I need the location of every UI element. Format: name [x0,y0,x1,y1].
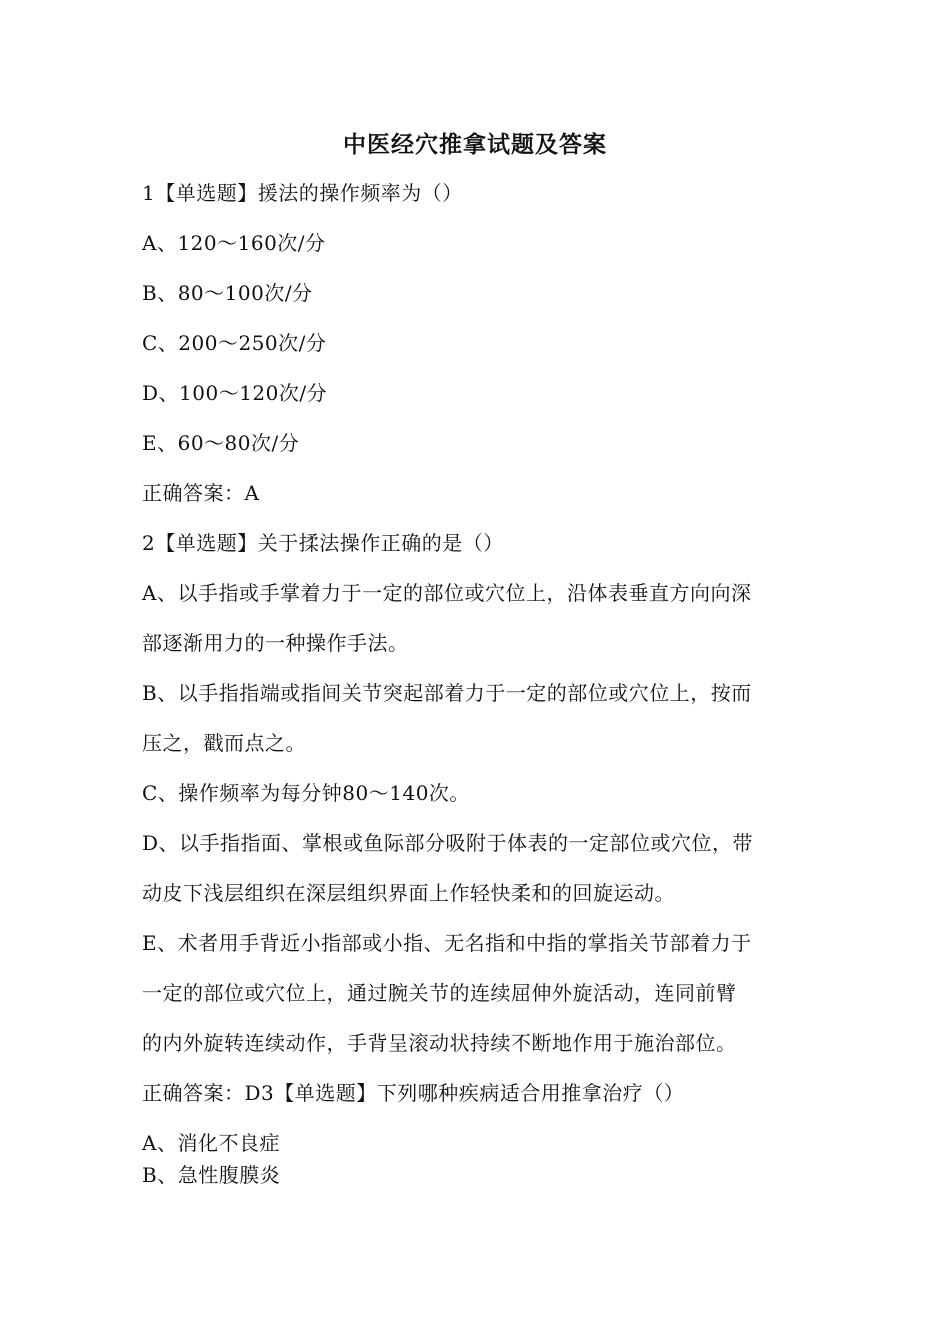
question-2-option-a-line-1: A、以手指或手掌着力于一定的部位或穴位上，沿体表垂直方向向深 [142,581,752,605]
question-1-stem: 1【单选题】援法的操作频率为（） [142,181,463,205]
question-2-option-b-line-1: B、以手指指端或指间关节突起部着力于一定的部位或穴位上，按而 [142,681,752,705]
question-2-option-d-line-2: 动皮下浅层组织在深层组织界面上作轻快柔和的回旋运动。 [142,881,675,905]
question-1-option-c: C、200〜250次/分 [142,331,327,355]
question-2-option-e-line-2: 一定的部位或穴位上，通过腕关节的连续屈伸外旋活动，连同前臂 [142,981,737,1005]
question-1-option-a: A、120〜160次/分 [142,231,326,255]
document-title: 中医经穴推拿试题及答案 [343,132,607,158]
question-2-option-b-line-2: 压之，戳而点之。 [142,731,306,755]
question-2-option-e-line-1: E、术者用手背近小指部或小指、无名指和中指的掌指关节部着力于 [142,931,752,955]
question-1-option-e: E、60〜80次/分 [142,431,300,455]
question-2-option-a-line-2: 部逐渐用力的一种操作手法。 [142,631,409,655]
question-3-option-b: B、急性腹膜炎 [142,1163,281,1187]
question-2-stem: 2【单选题】关于揉法操作正确的是（） [142,531,504,555]
question-1-option-d: D、100〜120次/分 [142,381,328,405]
question-1-option-b: B、80〜100次/分 [142,281,313,305]
question-3-option-a: A、消化不良症 [142,1131,280,1155]
question-2-option-c: C、操作频率为每分钟80〜140次。 [142,781,470,805]
question-2-option-d-line-1: D、以手指指面、掌根或鱼际部分吸附于体表的一定部位或穴位，带 [142,831,754,855]
question-1-answer: 正确答案：A [142,481,260,505]
question-2-answer-question-3-stem: 正确答案：D3【单选题】下列哪种疾病适合用推拿治疗（） [142,1081,685,1105]
question-2-option-e-line-3: 的内外旋转连续动作，手背呈滚动状持续不断地作用于施治部位。 [142,1031,737,1055]
